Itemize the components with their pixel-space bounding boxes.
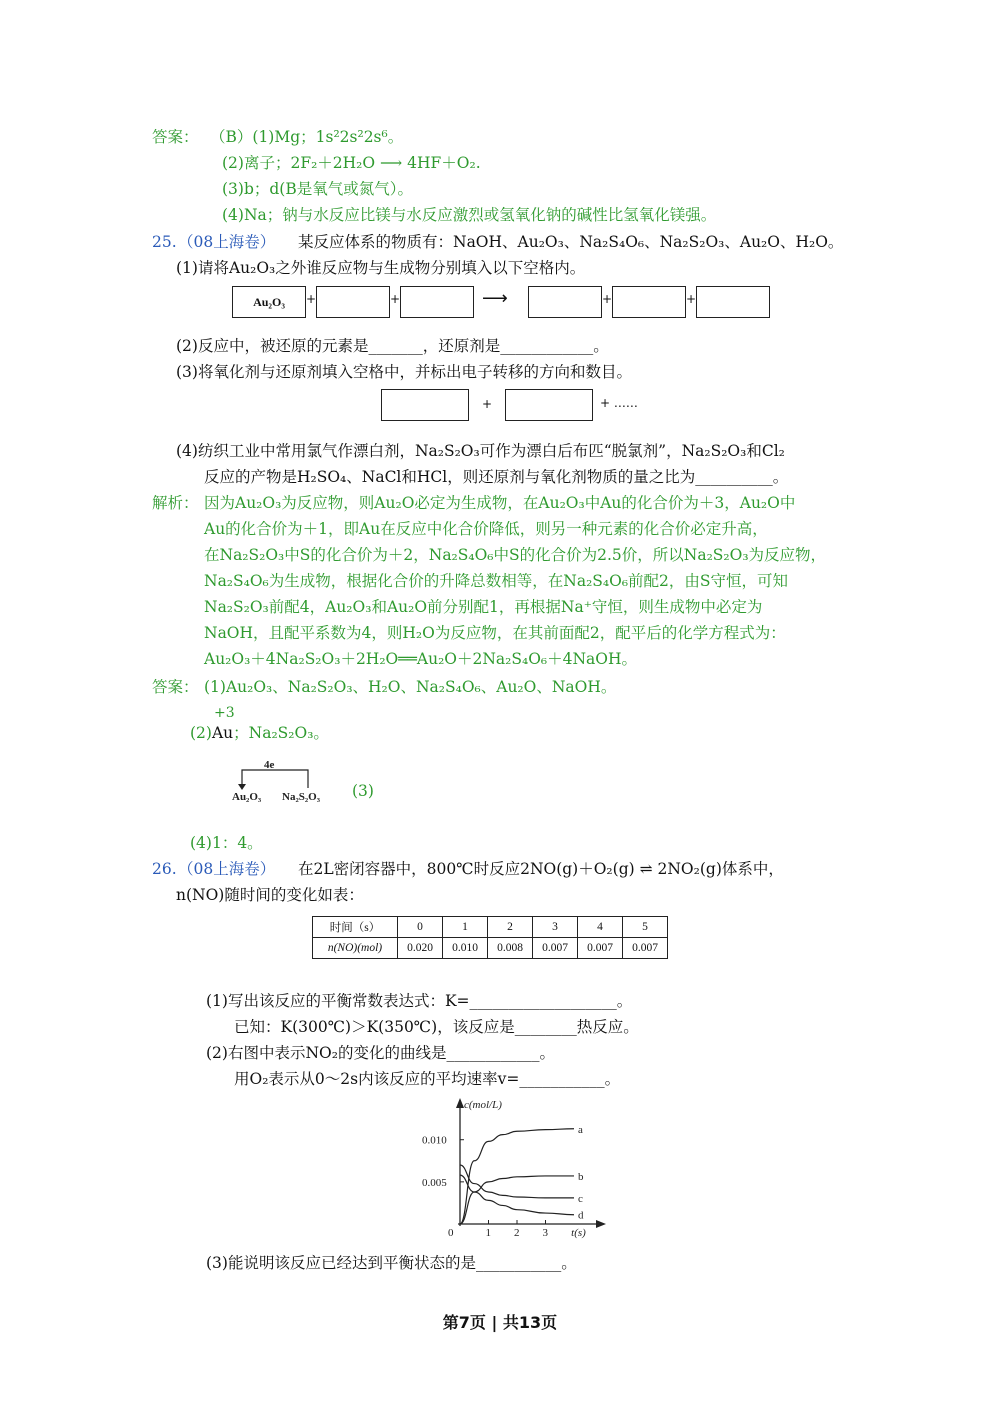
answer25-part1: (1)Au₂O₃、Na₂S₂O₃、H₂O、Na₂S₄O₆、Au₂O、NaOH。 — [204, 678, 617, 696]
table-row — [313, 938, 668, 959]
question-part3: (3)将氧化剂与还原剂填入空格中，并标出电子转移的方向和数目。 — [176, 363, 632, 381]
concentration-chart — [410, 1092, 610, 1242]
question-sub2-rate: 用O₂表示从0～2s内该反应的平均速率v=___________。 — [234, 1070, 621, 1088]
y-tick-label: 0.005 — [422, 1176, 447, 1189]
question-part4-line1: (4)纺织工业中常用氯气作漂白剂，Na₂S₂O₃可作为漂白后布匹“脱氯剂”，Na₂S₂O₃和Cl₂ — [176, 442, 785, 460]
question-stem-line2: n(NO)随时间的变化如表： — [176, 886, 364, 904]
table-cell: 0.007 — [533, 938, 578, 959]
x-axis-label: t(s) — [571, 1227, 586, 1239]
answer25-part4: (4)1：4。 — [190, 834, 263, 852]
question-source: （08上海卷） — [178, 860, 276, 878]
table-cell: 2 — [488, 917, 533, 938]
curve-d — [460, 1175, 574, 1215]
plus-sign: + — [686, 292, 697, 306]
question-stem: 某反应体系的物质有：NaOH、Au₂O₃、Na₂S₄O₆、Na₂S₂O₃、Au₂O、H₂O。 — [298, 233, 844, 251]
curve-label-a: a — [578, 1123, 583, 1136]
question-number: 26. — [152, 860, 177, 878]
plus-sign: + — [306, 292, 317, 306]
table-cell: 0.020 — [398, 938, 443, 959]
plus-ellipsis: + …… — [600, 396, 638, 410]
answer25-part3-label: (3) — [352, 782, 374, 800]
table-header-label: 时间（s） — [313, 917, 398, 938]
analysis-line: Au的化合价为＋1，即Au在反应中化合价降低，则另一种元素的化合价必定升高， — [204, 520, 768, 538]
answer25-part2-prefix: (2) — [190, 724, 212, 742]
y-axis-label: c(mol/L) — [464, 1099, 502, 1111]
x-tick-label: 0 — [448, 1227, 454, 1239]
plus-sign: + — [602, 292, 613, 306]
y-axis-arrow-icon — [456, 1098, 464, 1108]
curve-label-d: d — [578, 1209, 584, 1222]
answer25-part2-rest: ；Na₂S₂O₃。 — [233, 724, 329, 742]
curve-b — [460, 1176, 574, 1224]
answer25-part2 — [190, 722, 329, 744]
answer-box[interactable] — [316, 286, 390, 318]
electron-from: Au₂O₃ — [232, 791, 262, 803]
table-row-label: n(NO)(mol) — [313, 938, 398, 959]
answer-box[interactable] — [528, 286, 602, 318]
analysis-line: NaOH，且配平系数为4，则H₂O为反应物，在其前面配2，配平后的化学方程式为： — [204, 624, 786, 642]
answer25-part2-element: Au — [211, 724, 234, 742]
question-part1: (1)请将Au₂O₃之外谁反应物与生成物分别填入以下空格内。 — [176, 259, 586, 277]
au2o3-box-label: Au₂O₃ — [253, 295, 285, 309]
electron-to: Na₂S₂O₃ — [282, 791, 321, 803]
table-cell: 5 — [623, 917, 668, 938]
oxidation-state: +3 — [214, 705, 235, 721]
question-sub3: (3)能说明该反应已经达到平衡状态的是___________。 — [206, 1254, 577, 1272]
x-tick-label: 2 — [514, 1227, 520, 1239]
plus-sign: + — [482, 397, 493, 411]
question-part4-line2: 反应的产物是H₂SO₄、NaCl和HCl，则还原剂与氧化剂物质的量之比为__________。 — [204, 468, 789, 486]
table-cell: 0.010 — [443, 938, 488, 959]
electron-transfer-bracket — [242, 770, 308, 788]
table-cell: 0 — [398, 917, 443, 938]
question-sub2: (2)右图中表示NO₂的变化的曲线是____________。 — [206, 1044, 555, 1062]
table-header-row — [313, 917, 668, 938]
question-source: （08上海卷） — [178, 233, 276, 251]
answer24-line3: (3)b；d(B是氧气或氮气）。 — [222, 180, 413, 198]
question-stem: 在2L密闭容器中，800℃时反应2NO(g)＋O₂(g) ⇌ 2NO₂(g)体系中， — [298, 860, 784, 878]
analysis-label: 解析： — [152, 494, 199, 512]
table-cell: 0.007 — [623, 938, 668, 959]
table-cell: 1 — [443, 917, 488, 938]
analysis-line: Na₂S₂O₃前配4，Au₂O₃和Au₂O前分别配1，再根据Na⁺守恒，则生成物中必定为 — [204, 598, 763, 616]
question-part2: (2)反应中，被还原的元素是_______，还原剂是____________。 — [176, 337, 609, 355]
answer-box[interactable] — [400, 286, 474, 318]
arrow-head-icon — [238, 784, 246, 790]
table-cell: 0.008 — [488, 938, 533, 959]
analysis-line: Au₂O₃＋4Na₂S₂O₃＋2H₂O══Au₂O＋2Na₂S₄O₆＋4NaOH。 — [204, 650, 638, 668]
curve-label-c: c — [578, 1192, 583, 1205]
answer24-line1: （B）(1)Mg；1s²2s²2s⁶。 — [210, 128, 404, 146]
analysis-line: 在Na₂S₂O₃中S的化合价为＋2，Na₂S₄O₆中S的化合价为2.5价，所以Na₂S₂O₃为反应物， — [204, 546, 827, 564]
analysis-line: 因为Au₂O₃为反应物，则Au₂O必定为生成物，在Au₂O₃中Au的化合价为＋3，Au₂O中 — [204, 494, 796, 512]
oxidant-box[interactable] — [381, 389, 469, 421]
answer-box[interactable] — [612, 286, 686, 318]
answer24-line4: (4)Na；钠与水反应比镁与水反应激烈或氢氧化钠的碱性比氢氧化镁强。 — [222, 206, 717, 224]
answer24-line2: (2)离子；2F₂＋2H₂O ⟶ 4HF＋O₂. — [222, 154, 481, 172]
answer-label: 答案： — [152, 128, 199, 146]
curve-label-b: b — [578, 1170, 584, 1183]
answer-box[interactable] — [696, 286, 770, 318]
answer-label: 答案： — [152, 678, 199, 696]
electron-count: 4e — [264, 759, 275, 771]
plus-sign: + — [390, 292, 401, 306]
table-cell: 3 — [533, 917, 578, 938]
x-axis-arrow-icon — [596, 1220, 606, 1228]
question-sub1-note: 已知：K(300℃)＞K(350℃)，该反应是________热反应。 — [234, 1018, 639, 1036]
reductant-box[interactable] — [505, 389, 593, 421]
x-tick-label: 1 — [485, 1227, 491, 1239]
electron-transfer-diagram — [228, 756, 338, 804]
analysis-line: Na₂S₄O₆为生成物，根据化合价的升降总数相等，在Na₂S₄O₆前配2，由S守恒，可知 — [204, 572, 789, 590]
page-footer: 第7页 | 共13页 — [442, 1313, 558, 1332]
table-cell: 0.007 — [578, 938, 623, 959]
question-sub1: (1)写出该反应的平衡常数表达式：K=___________________。 — [206, 992, 633, 1010]
x-tick-label: 3 — [542, 1227, 548, 1239]
y-tick-label: 0.010 — [422, 1134, 447, 1147]
table-cell: 4 — [578, 917, 623, 938]
question-number: 25. — [152, 233, 177, 251]
au2o3-box — [232, 286, 306, 318]
no-data-table — [312, 916, 668, 959]
reaction-arrow: ⟶ — [482, 288, 508, 309]
